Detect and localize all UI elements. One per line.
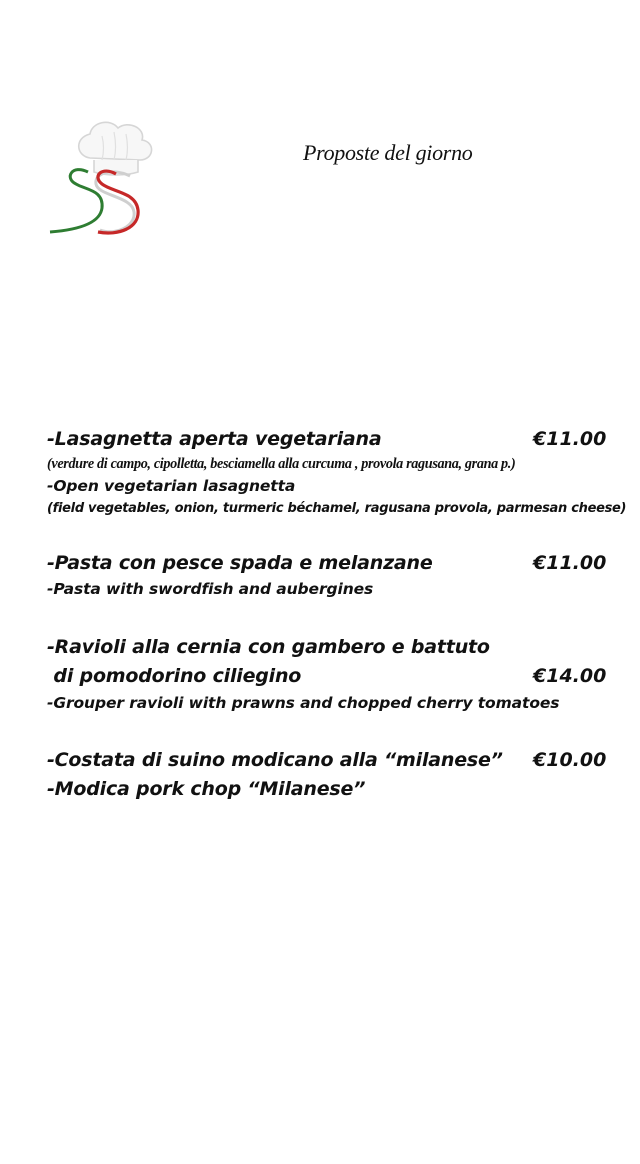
- item-3-name-it-line2: di pomodorino ciliegino: [47, 665, 302, 687]
- item-3-name-it: -Ravioli alla cernia con gambero e battuto: [47, 636, 490, 658]
- item-2-name-it: -Pasta con pesce spada e melanzane: [47, 552, 433, 574]
- item-3-price: €14.00: [533, 665, 607, 687]
- item-1-name-it: -Lasagnetta aperta vegetariana: [47, 428, 382, 450]
- menu-title: Proposte del giorno: [303, 140, 473, 165]
- item-1-ingredients-en: (field vegetables, onion, turmeric béchamel, ragusana provola, parmesan cheese): [47, 501, 627, 516]
- item-4-name-it: -Costata di suino modicano alla “milanese”: [47, 749, 503, 771]
- item-1-price: €11.00: [533, 428, 607, 450]
- item-1-ingredients-it: (verdure di campo, cipolletta, besciamella alla curcuma , provola ragusana, grana p.): [47, 456, 516, 472]
- item-4-price: €10.00: [533, 749, 607, 771]
- item-4-name-en: -Modica pork chop “Milanese”: [47, 778, 366, 800]
- chef-hat-s-logo-icon: [46, 110, 166, 242]
- item-2-name-en: -Pasta with swordfish and aubergines: [47, 580, 374, 598]
- item-3-name-en: -Grouper ravioli with prawns and chopped cherry tomatoes: [47, 694, 560, 712]
- item-1-name-en: -Open vegetarian lasagnetta: [47, 477, 296, 495]
- item-2-price: €11.00: [533, 552, 607, 574]
